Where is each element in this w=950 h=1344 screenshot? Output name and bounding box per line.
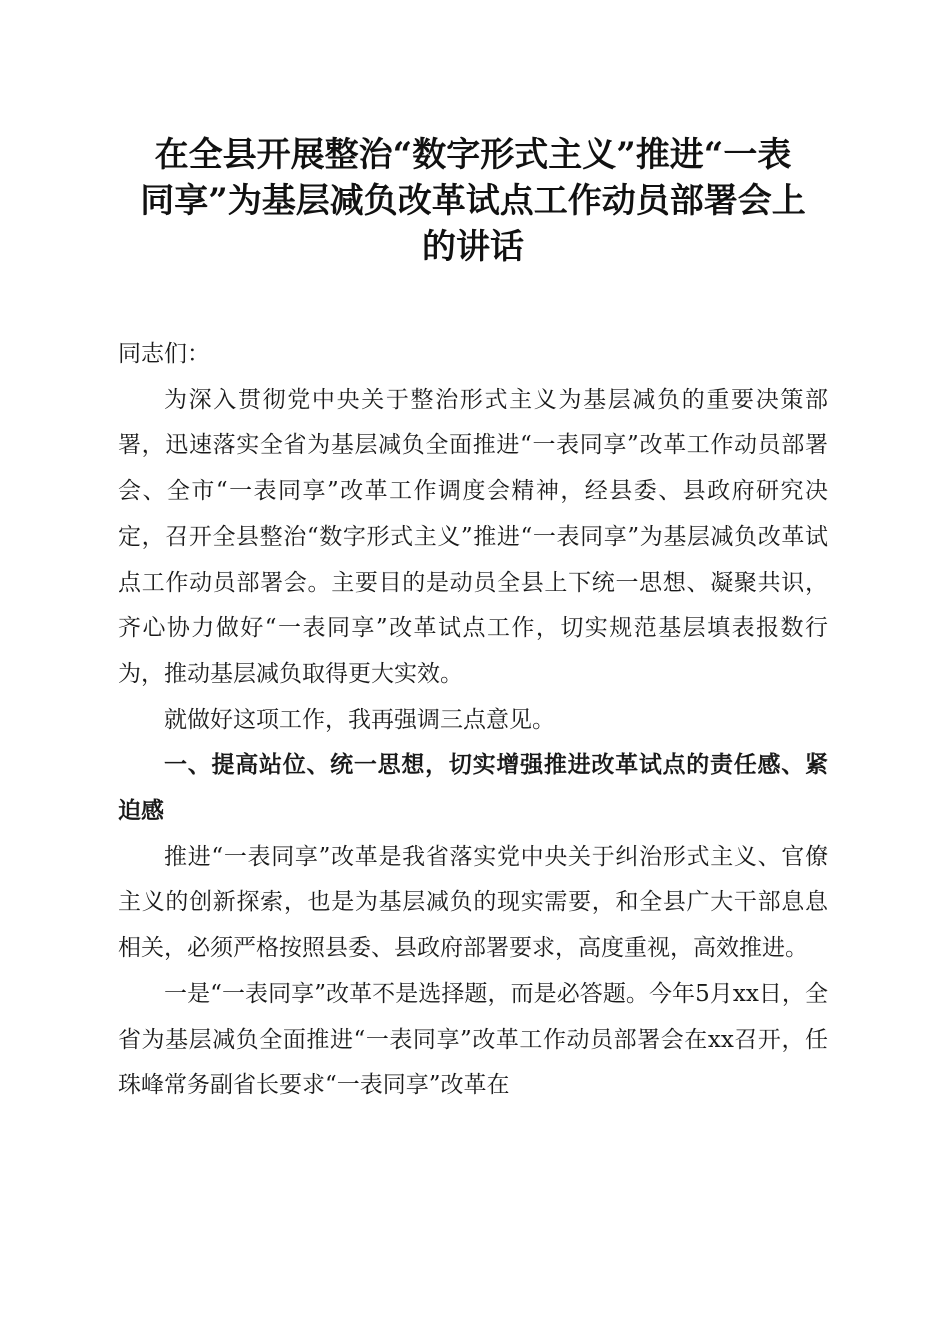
document-page — [118, 132, 828, 1109]
section-heading: 一、提高站位、统一思想，切实增强推进改革试点的责任感、紧迫感 — [118, 752, 828, 825]
title-line: 在全县开展整治“数字形式主义”推进“一表 — [154, 135, 792, 175]
document-title — [118, 132, 828, 270]
body-paragraph: 推进“一表同享”改革是我省落实党中央关于纠治形式主义、官僚主义的创新探索，也是为基层减负的现实需要，和全县广大干部息息相关，必须严格按照县委、县政府部署要求，高度重视，高效推进。 — [118, 843, 828, 962]
body-paragraph: 就做好这项工作，我再强调三点意见。 — [164, 706, 555, 733]
salutation: 同志们： — [118, 341, 210, 367]
title-line: 同享”为基层减负改革试点工作动员部署会上 — [140, 181, 806, 221]
body-paragraph: 为深入贯彻党中央关于整治形式主义为基层减负的重要决策部署，迅速落实全省为基层减负全面推进“一表同享”改革工作动员部署会、全市“一表同享”改革工作调度会精神，经县委、县政府研究决定，召开全县整治“数字形式主义”推进“一表同享”为基层减负改革试点工作动员部署会。主要目的是动员全县上下统一思想、凝聚共识，齐心协力做好“一表同享”改革试点工作，切实规范基层填表报数行为，推动基层减负取得更大实效。 — [118, 386, 828, 687]
body-paragraph: 一是“一表同享”改革不是选择题，而是必答题。今年5月xx日，全省为基层减负全面推进“一表同享”改革工作动员部署会在xx召开，任珠峰常务副省长要求“一表同享”改革在 — [118, 980, 828, 1099]
title-line: 的讲话 — [422, 227, 524, 267]
